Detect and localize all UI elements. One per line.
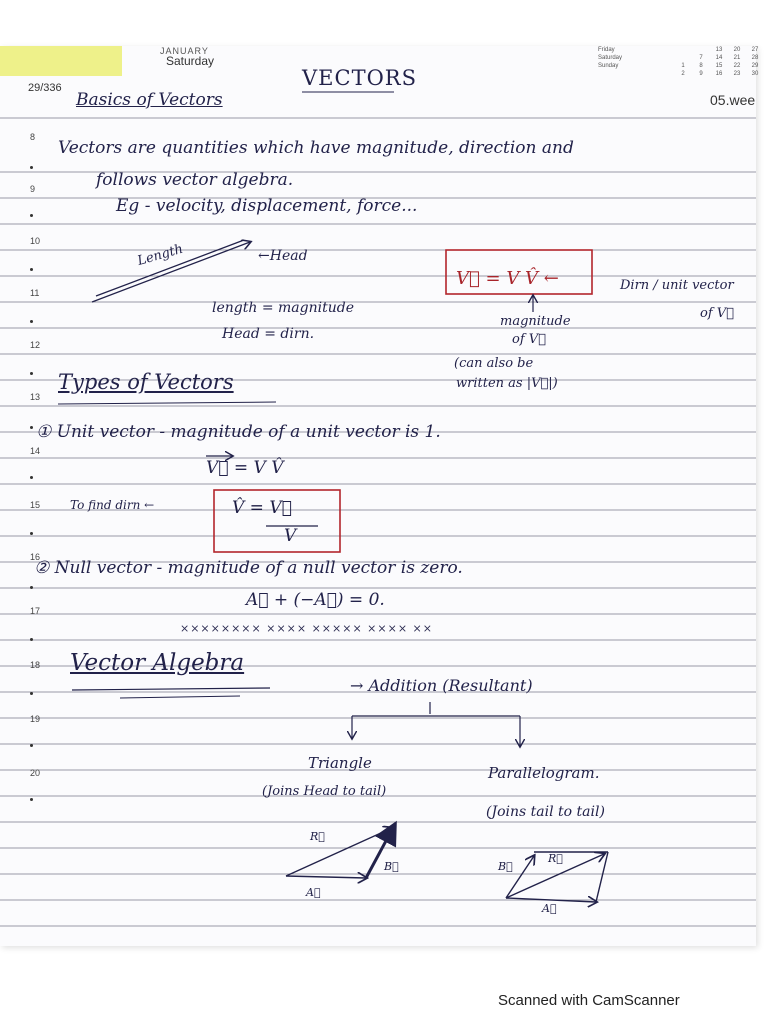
parallelogram-label-b: B⃗	[498, 860, 513, 873]
algebra-heading-underline	[72, 688, 270, 698]
unit-vector-line: ① Unit vector - magnitude of a unit vector is 1.	[36, 422, 441, 442]
line-number: 13	[30, 392, 41, 402]
triangle-label-a: A⃗	[306, 886, 321, 899]
line-number: 15	[30, 500, 41, 510]
unit-vector-formula-numerator: V̂ = V⃗	[232, 498, 292, 518]
calendar-row: Friday 13 20 27	[598, 47, 759, 53]
arrow-head-label: ←Head	[258, 248, 308, 264]
can-also-be-note-1: (can also be	[454, 356, 534, 371]
calendar-row: Saturday 7 14 21 28	[598, 55, 759, 61]
diagram-layer	[0, 46, 756, 946]
line-number: 11	[30, 288, 40, 298]
crossed-out-text: ×××××××× ×××× ××××× ×××× ××	[180, 622, 433, 635]
null-vector-equation: A⃗ + (−A⃗) = 0.	[246, 590, 385, 610]
line-number: 10	[30, 236, 41, 246]
definition-line-1: Vectors are quantities which have magnitude, direction and	[58, 138, 574, 158]
camscanner-watermark: Scanned with CamScanner	[498, 992, 680, 1009]
addition-note: → Addition (Resultant)	[350, 676, 533, 695]
calendar-row: 2 9 16 23 30	[681, 71, 759, 77]
line-number: 18	[30, 660, 41, 670]
head-equals-direction: Head = dirn.	[222, 326, 315, 342]
triangle-label-r: R⃗	[310, 830, 325, 843]
basics-heading: Basics of Vectors	[76, 90, 223, 110]
header-month: JANUARY	[160, 46, 209, 56]
length-equals-magnitude: length = magnitude	[212, 300, 354, 316]
null-vector-line: ② Null vector - magnitude of a null vector is zero.	[34, 558, 463, 578]
magnitude-label: magnitude	[500, 314, 571, 329]
triangle-law-diagram	[286, 826, 394, 878]
line-number: 14	[30, 446, 41, 456]
triangle-label-b: B⃗	[384, 860, 399, 873]
magnitude-of-label: of V⃗	[512, 332, 546, 347]
line-number: 19	[30, 714, 41, 724]
unit-vector-equation: V⃗ = V V̂	[206, 458, 284, 478]
red-box-unit-vector	[214, 490, 340, 552]
algebra-heading: Vector Algebra	[70, 650, 245, 676]
length-head-arrow	[92, 240, 250, 302]
line-number: 9	[30, 184, 36, 194]
line-number: 20	[30, 768, 41, 778]
types-heading-underline	[58, 402, 276, 404]
triangle-label: Triangle	[308, 754, 372, 772]
to-find-direction-note: To find dirn ←	[70, 498, 155, 512]
header-page-number: 29/336	[28, 82, 62, 94]
addition-branch-arrows	[352, 702, 520, 746]
types-heading: Types of Vectors	[58, 370, 234, 394]
direction-unit-vector-of: of V⃗	[700, 306, 734, 321]
direction-unit-vector-note: Dirn / unit vector	[620, 278, 734, 293]
unit-vector-formula-denominator: V	[284, 526, 297, 546]
definition-line-2: follows vector algebra.	[96, 170, 294, 190]
parallelogram-label-r: R⃗	[548, 852, 563, 865]
parallelogram-label: Parallelogram.	[488, 764, 600, 782]
parallelogram-law-diagram	[506, 852, 608, 902]
line-number: 12	[30, 340, 41, 350]
line-number: 8	[30, 132, 36, 142]
triangle-note: (Joins Head to tail)	[262, 784, 387, 799]
header-week: 05.wee	[710, 92, 756, 108]
header-day: Saturday	[166, 54, 215, 68]
line-number: 17	[30, 606, 41, 616]
examples-line: Eg - velocity, displacement, force...	[116, 196, 418, 216]
boxed-vector-equation: V⃗ = V V̂ ←	[456, 268, 559, 289]
notebook-page	[0, 46, 759, 946]
arrow-length-label: Length	[135, 241, 185, 269]
page-title: VECTORS	[302, 66, 417, 90]
calendar-row: Sunday 1 8 15 22 29	[598, 63, 759, 69]
red-box-vector-definition	[446, 250, 592, 294]
parallelogram-note: (Joins tail to tail)	[486, 804, 605, 820]
can-also-be-note-2: written as |V⃗|)	[456, 376, 558, 391]
parallelogram-label-a: A⃗	[542, 902, 557, 915]
line-number: 16	[30, 552, 41, 562]
